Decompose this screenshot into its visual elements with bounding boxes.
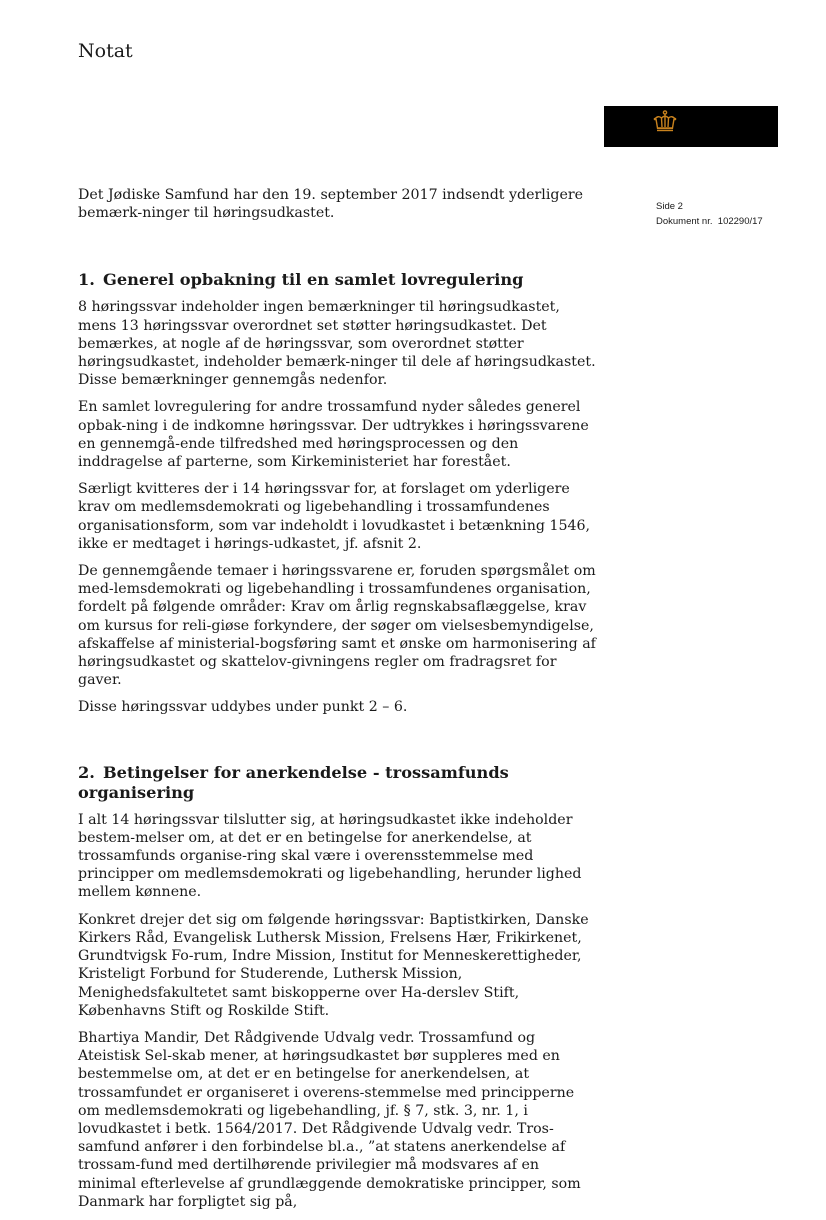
- document-type-title: Notat: [78, 40, 133, 62]
- section-1-paragraph: 8 høringssvar indeholder ingen bemærkninger til høringsudkastet, mens 13 høringssvar overordnet set støtter høringsudkastet. Det bemærkes, at nogle af de høringssvar, som overordnet støtter høringsudkastet, indeholder bemærk-ninger til dele af høringsudkastet. Disse bemærkninger gennemgås nedenfor.: [78, 299, 596, 389]
- section-title: Betingelser for anerkendelse - trossamfunds organisering: [78, 762, 509, 802]
- page-number: Side 2: [656, 201, 683, 212]
- section-title: Generel opbakning til en samlet lovregulering: [103, 270, 524, 290]
- section-1-paragraph: De gennemgående temaer i høringssvarene er, foruden spørgsmålet om med-lemsdemokrati og ligebehandling i trossamfundenes organisation, fordelt på følgende områder: Krav om årlig regnskabsaflæggelse, krav om kursus for reli-giøse forkyndere, der søger om vielsesbemyndigelse, afskaffelse af ministerial-bogsføring samt et ønske om harmonisering af høringsudkastet og skattelov-givningens regler om fradragsret for gaver.: [78, 563, 596, 689]
- section-2-paragraph: Konkret drejer det sig om følgende høringssvar: Baptistkirken, Danske Kirkers Råd, Evangelisk Luthersk Mission, Frelsens Hær, Frikirkenet, Grundtvigsk Fo-rum, Indre Mission, Institut for Menneskerettigheder, Kristeligt Forbund for Studerende, Luthersk Mission, Menighedsfakultetet samt biskopperne over Ha-derslev Stift, Københavns Stift og Roskilde Stift.: [78, 911, 589, 1019]
- ministry-logo-bar: [604, 106, 778, 147]
- intro-paragraph: Det Jødiske Samfund har den 19. september 2017 indsendt yderligere bemærk-ninger til høringsudkastet.: [78, 187, 584, 222]
- section-number: 1.: [78, 270, 95, 290]
- section-1-paragraph: Særligt kvitteres der i 14 høringssvar for, at forslaget om yderligere krav om medlemsdemokrati og ligebehandling i trossamfundenes organisationsform, som var indeholdt i lovudkastet i betænkning 1546, ikke er medtaget i hørings-udkastet, jf. afsnit 2.: [78, 481, 591, 552]
- section-2-heading: [78, 763, 598, 803]
- section-2-paragraph: I alt 14 høringssvar tilslutter sig, at høringsudkastet ikke indeholder bestem-melser om, at det er en betingelse for anerkendelse, at trossamfunds organise-ring skal være i overensstemmelse med principper om medlemsdemokrati og ligebehandling, herunder lighed mellem kønnene.: [78, 811, 582, 901]
- section-1-paragraph: Disse høringssvar uddybes under punkt 2 – 6.: [78, 699, 408, 716]
- section-1-paragraph: En samlet lovregulering for andre trossamfund nyder således generel opbak-ning i de indkomne høringssvar. Der udtrykkes i høringssvarene en gennemgå-ende tilfredshed med høringsprocessen og den inddragelse af parterne, som Kirkeministeriet har forestået.: [78, 399, 589, 471]
- document-number-line: [656, 214, 763, 229]
- section-1-heading: [78, 270, 598, 290]
- document-meta: [656, 199, 763, 229]
- document-body: [78, 186, 598, 1220]
- document-number-label: Dokument nr.: [656, 216, 713, 227]
- section-number: 2.: [78, 762, 95, 782]
- crown-icon: [652, 110, 678, 134]
- section-2-paragraph: Bhartiya Mandir, Det Rådgivende Udvalg vedr. Trossamfund og Ateistisk Sel-skab mener, at høringsudkastet bør suppleres med en bestemmelse om, at det er en betingelse for anerkendelsen, at trossamfundet er organiseret i overens-stemmelse med principperne om medlemsdemokrati og ligebehandling, jf. § 7, stk. 3, nr. 1, i lovudkastet i betk. 1564/2017. Det Rådgivende Udvalg vedr. Tros-samfund anfører i den forbindelse bl.a., ”at statens anerkendelse af trossam-fund med dertilhørende privilegier må modsvares af en minimal efterlevelse af grundlæggende demokratiske principper, som Danmark har forpligtet sig på,: [78, 1029, 581, 1210]
- document-number: 102290/17: [717, 216, 763, 227]
